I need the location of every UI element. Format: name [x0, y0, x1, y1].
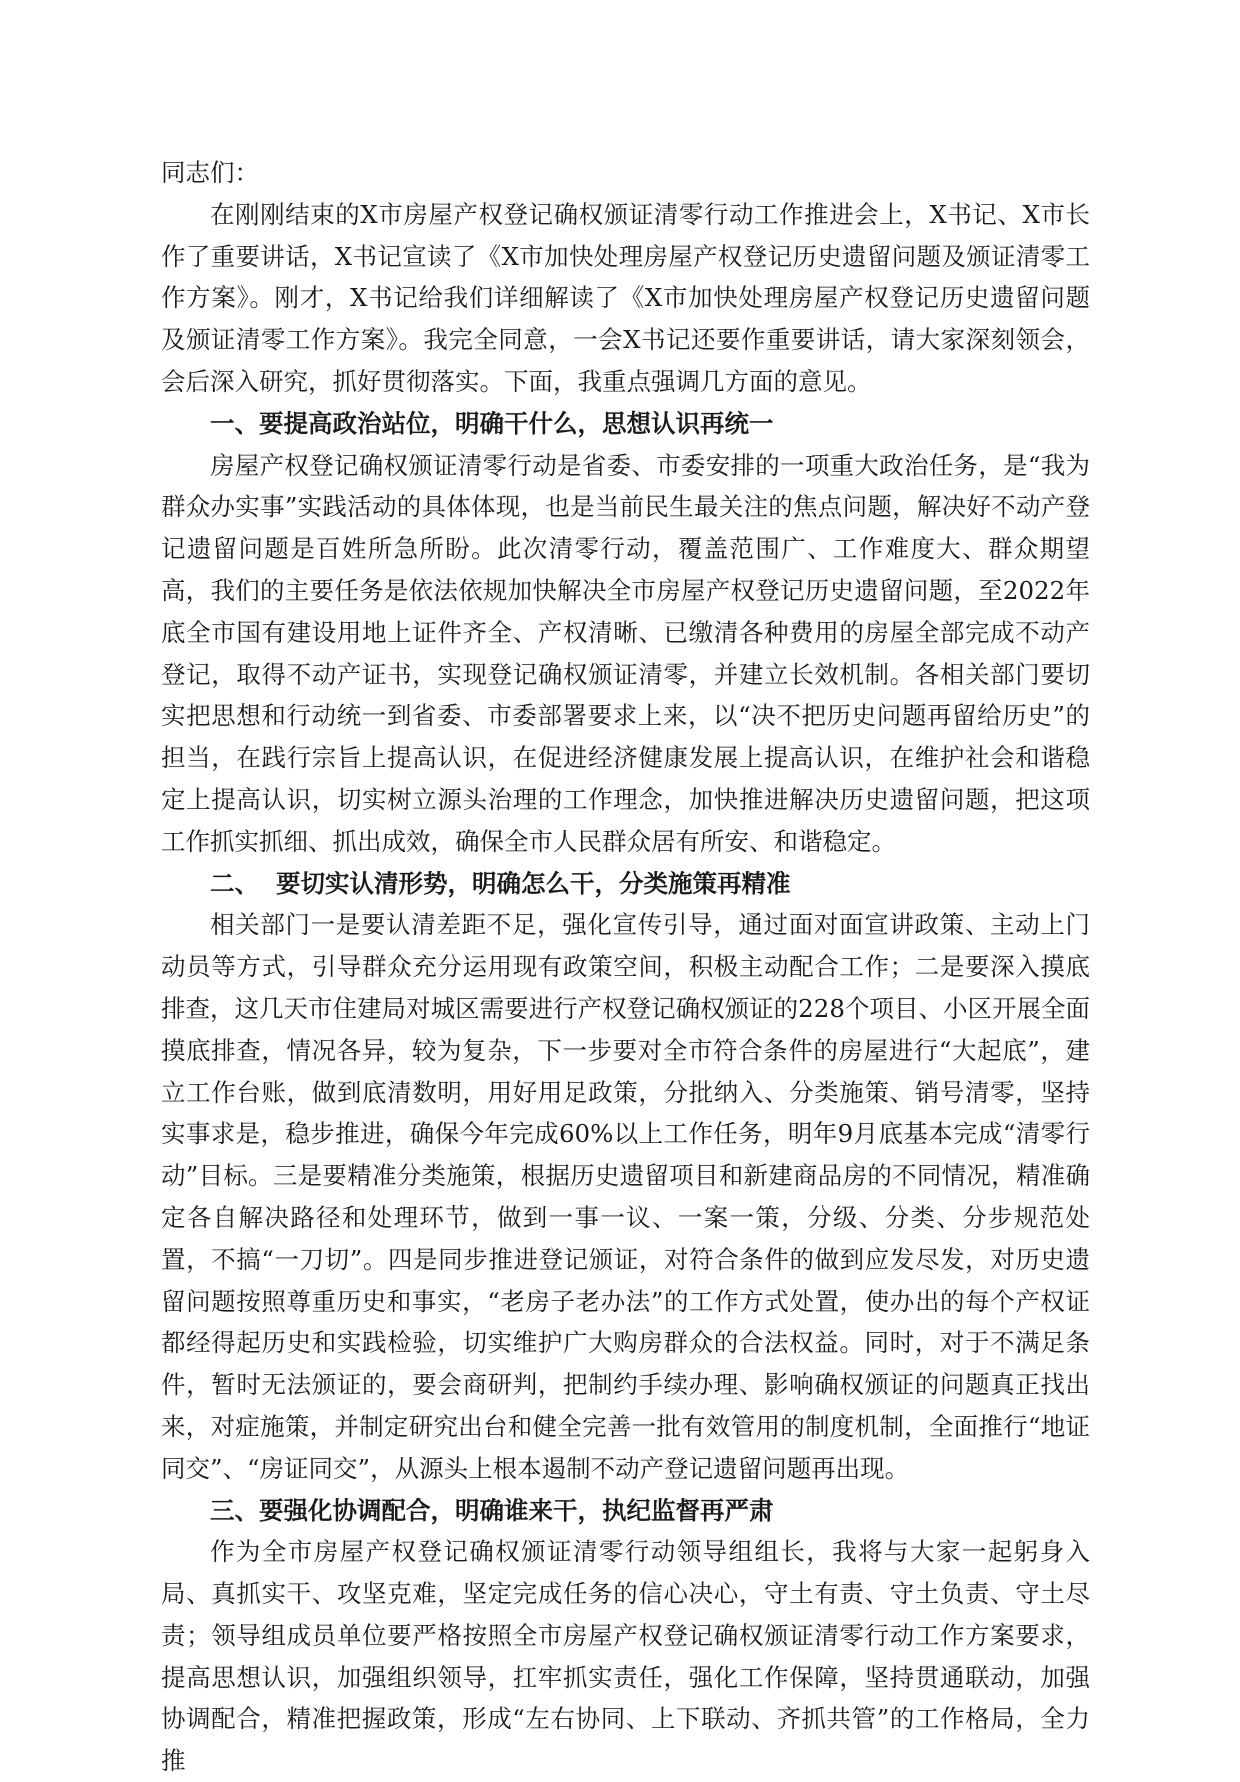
- section-2-body: 相关部门一是要认清差距不足，强化宣传引导，通过面对面宣讲政策、主动上门动员等方式，引导群众充分运用现有政策空间，积极主动配合工作；二是要深入摸底排查，这几天市住建局对城区需要进行产权登记确权颁证的228个项目、小区开展全面摸底排查，情况各异，较为复杂，下一步要对全市符合条件的房屋进行“大起底”，建立工作台账，做到底清数明，用好用足政策，分批纳入、分类施策、销号清零，坚持实事求是，稳步推进，确保今年完成60%以上工作任务，明年9月底基本完成“清零行动”目标。三是要精准分类施策，根据历史遗留项目和新建商品房的不同情况，精准确定各自解决路径和处理环节，做到一事一议、一案一策，分级、分类、分步规范处置，不搞“一刀切”。四是同步推进登记颁证，对符合条件的做到应发尽发，对历史遗留问题按照尊重历史和事实，“老房子老办法”的工作方式处置，使办出的每个产权证都经得起历史和实践检验，切实维护广大购房群众的合法权益。同时，对于不满足条件，暂时无法颁证的，要会商研判，把制约手续办理、影响确权颁证的问题真正找出来，对症施策，并制定研究出台和健全完善一批有效管用的制度机制，全面推行“地证同交”、“房证同交”，从源头上根本遏制不动产登记遗留问题再出现。: [161, 910, 1090, 1483]
- section-1-heading: 一、要提高政治站位，明确干什么，思想认识再统一: [210, 408, 774, 438]
- intro-paragraph: 在刚刚结束的X市房屋产权登记确权颁证清零行动工作推进会上，X书记、X市长作了重要讲话，X书记宣读了《X市加快处理房屋产权登记历史遗留问题及颁证清零工作方案》。刚才，X书记给我们详细解读了《X市加快处理房屋产权登记历史遗留问题及颁证清零工作方案》。我完全同意，一会X书记还要作重要讲话，请大家深刻领会，会后深入研究，抓好贯彻落实。下面，我重点强调几方面的意见。: [161, 199, 1090, 396]
- section-2-heading: 二、 要切实认清形势，明确怎么干，分类施策再精准: [210, 868, 791, 898]
- section-3-body: 作为全市房屋产权登记确权颁证清零行动领导组组长，我将与大家一起躬身入局、真抓实干、攻坚克难，坚定完成任务的信心决心，守土有责、守土负责、守土尽责；领导组成员单位要严格按照全市房屋产权登记确权颁证清零行动工作方案要求，提高思想认识，加强组织领导，扛牢抓实责任，强化工作保障，坚持贯通联动，加强协调配合，精准把握政策，形成“左右协同、上下联动、齐抓共管”的工作格局，全力推: [161, 1537, 1090, 1776]
- section-1-body: 房屋产权登记确权颁证清零行动是省委、市委安排的一项重大政治任务，是“我为群众办实事”实践活动的具体体现，也是当前民生最关注的焦点问题，解决好不动产登记遗留问题是百姓所急所盼。此次清零行动，覆盖范围广、工作难度大、群众期望高，我们的主要任务是依法依规加快解决全市房屋产权登记历史遗留问题，至2022年底全市国有建设用地上证件齐全、产权清晰、已缴清各种费用的房屋全部完成不动产登记，取得不动产证书，实现登记确权颁证清零，并建立长效机制。各相关部门要切实把思想和行动统一到省委、市委部署要求上来，以“决不把历史问题再留给历史”的担当，在践行宗旨上提高认识，在促进经济健康发展上提高认识，在维护社会和谐稳定上提高认识，切实树立源头治理的工作理念，加快推进解决历史遗留问题，把这项工作抓实抓细、抓出成效，确保全市人民群众居有所安、和谐稳定。: [161, 450, 1090, 856]
- section-3-heading: 三、要强化协调配合，明确谁来干，执纪监督再严肃: [210, 1495, 774, 1525]
- salutation: 同志们：: [161, 158, 259, 187]
